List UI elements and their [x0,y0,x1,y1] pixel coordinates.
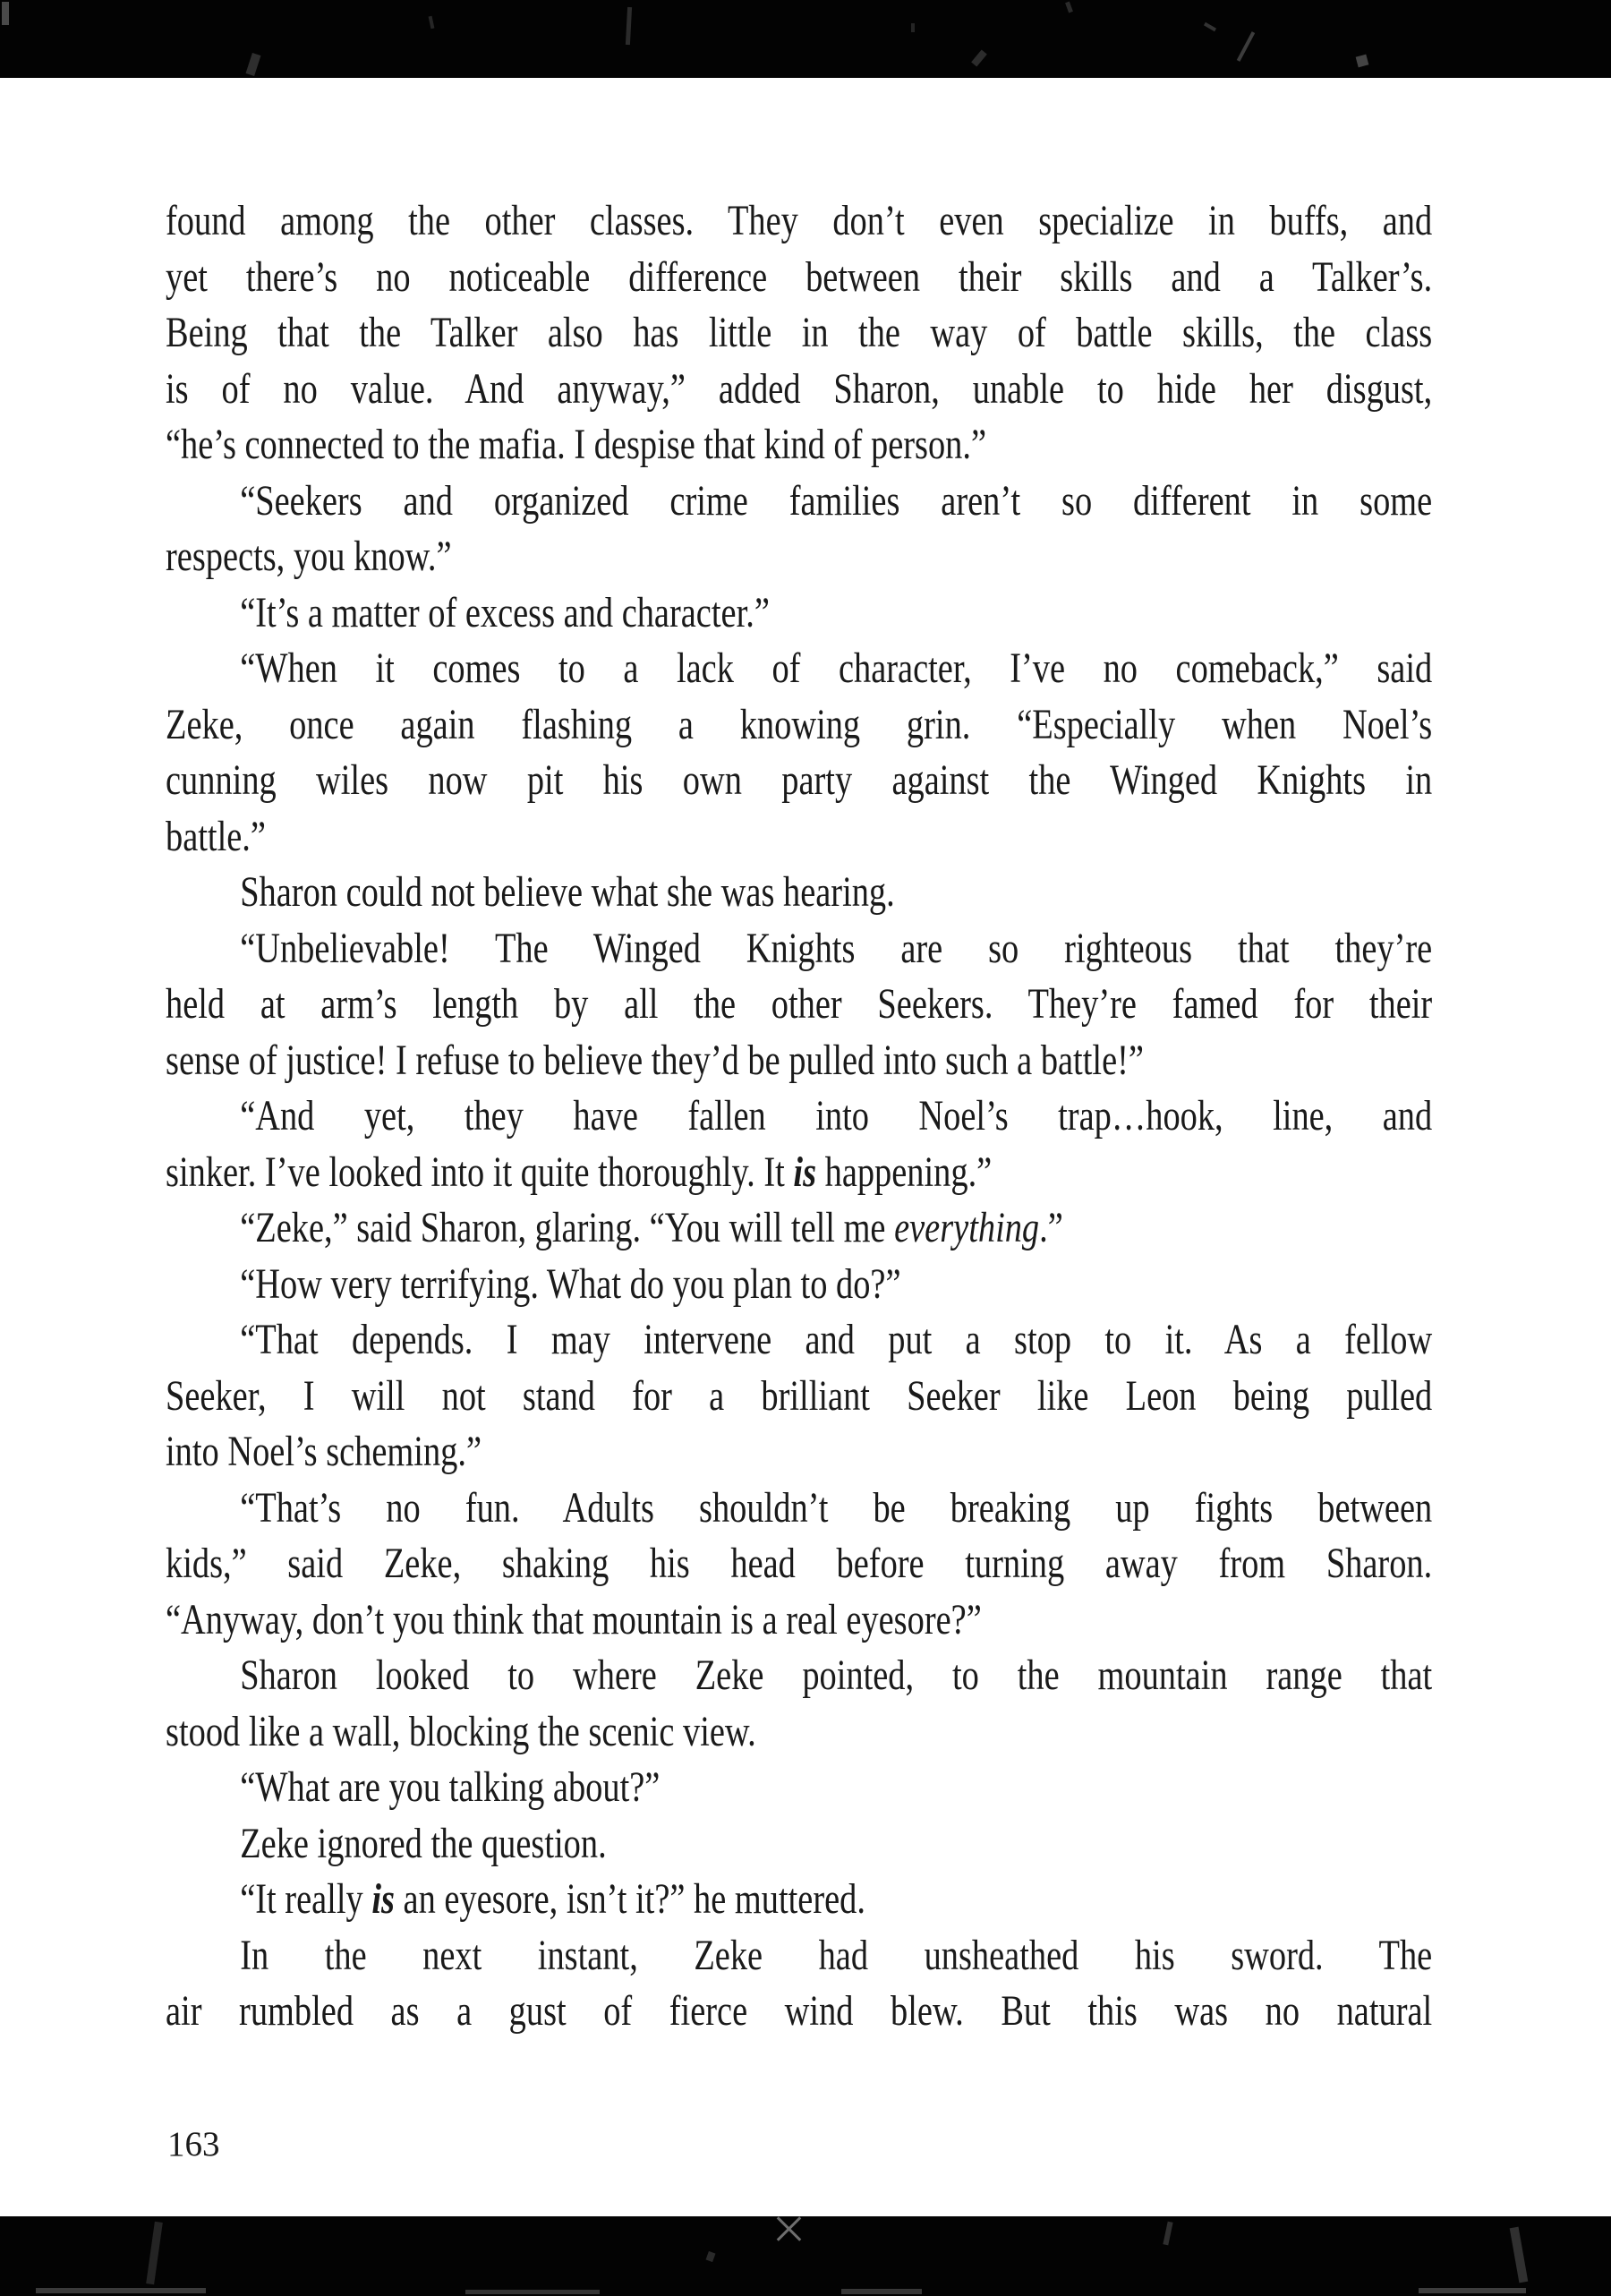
scratch [246,53,261,76]
text-line [166,1872,1432,1928]
text-run: “Anyway, don’t you think that mountain is a real eyesore?” [166,1595,982,1643]
text-run: sinker. I’ve looked into it quite thoroughly. It [166,1148,794,1196]
text-line [166,1424,1432,1481]
text-run: “he’s connected to the mafia. I despise that kind of person.” [166,421,987,468]
text-line [166,250,1432,306]
scratch [911,23,915,32]
text-run: an eyesore, isn’t it?” he muttered. [394,1875,865,1923]
text-run: held at arm’s length by all the other Seekers. They’re famed for their [166,980,1433,1028]
scratch [146,2222,163,2285]
text-run: Sharon could not believe what she was hearing. [240,868,895,916]
scratch [2,2,9,25]
text-run: kids,” said Zeke, shaking his head before turning away from Sharon. [166,1540,1433,1587]
text-line [166,1088,1432,1145]
text-line [166,809,1432,866]
text-line [166,417,1432,474]
text-line [166,865,1432,921]
text-line [166,1369,1432,1425]
text-run: “That depends. I may intervene and put a stop to it. As a fellow [240,1316,1433,1363]
text-run: Being that the Talker also has little in the way of battle skills, the class [166,309,1433,356]
text-run: Sharon looked to where Zeke pointed, to the mountain range that [240,1652,1433,1699]
text-run: respects, you know.” [166,533,452,580]
text-line [166,305,1432,362]
text-run: is of no value. And anyway,” added Sharon, unable to hide her disgust, [166,364,1433,413]
text-line [166,585,1432,642]
scan-border-top [0,0,1611,78]
text-run: “And yet, they have fallen into Noel’s trap…hook, line, and [240,1092,1433,1139]
emphasis-bold-italic: is [793,1148,817,1196]
text-line [166,1816,1432,1873]
scratch [971,50,987,67]
text-line [166,1648,1432,1704]
scratch [841,2289,922,2294]
text-run: “Unbelievable! The Winged Knights are so righteous that they’re [240,924,1433,972]
text-line [166,1704,1432,1761]
text-line [166,529,1432,585]
text-line [166,193,1432,250]
text-run: “What are you talking about?” [240,1763,661,1811]
scan-border-bottom [0,2216,1611,2296]
page-number: 163 [167,2125,220,2164]
text-line [166,1200,1432,1257]
text-run: .” [1039,1204,1063,1251]
text-line [166,1592,1432,1649]
text-line [166,977,1432,1033]
text-line [166,1928,1432,1984]
text-run: into Noel’s scheming.” [166,1428,482,1475]
text-run: yet there’s no noticeable difference between their skills and a Talker’s. [166,252,1433,301]
text-run: In the next instant, Zeke had unsheathed his sword. The [240,1931,1433,1979]
text-line [166,1033,1432,1089]
emphasis-italic: everything [894,1204,1040,1251]
text-run: happening.” [816,1148,993,1196]
scratch [429,16,435,30]
text-line [166,1481,1432,1537]
text-line [166,362,1432,418]
text-run: “It’s a matter of excess and character.” [240,588,770,636]
scratch [1356,55,1369,68]
text-run: Zeke ignored the question. [240,1819,607,1867]
text-line [166,474,1432,530]
text-line [166,1984,1432,2040]
text-run: battle.” [166,812,266,860]
text-run: Zeke, once again flashing a knowing grin. “Especially when Noel’s [166,700,1433,748]
page-text [166,193,1432,2040]
emphasis-bold-italic: is [371,1875,395,1923]
text-run: Seeker, I will not stand for a brilliant Seeker like Leon being pulled [166,1371,1433,1420]
text-line [166,1257,1432,1313]
scratch [706,2251,716,2262]
text-run: sense of justice! I refuse to believe they’d be pulled into such a battle!” [166,1036,1144,1084]
text-run: “Zeke,” said Sharon, glaring. “You will tell me [240,1204,895,1251]
scratch [1510,2227,1529,2283]
text-run: stood like a wall, blocking the scenic view. [166,1707,756,1755]
scratch [465,2290,600,2294]
text-run: “Seekers and organized crime families aren’t so different in some [240,476,1433,525]
text-line [166,753,1432,809]
text-line [166,1760,1432,1816]
text-run: found among the other classes. They don’t even specialize in buffs, and [166,197,1433,244]
text-line [166,1536,1432,1592]
text-run: “When it comes to a lack of character, I’ve no comeback,” said [240,644,1433,692]
scratch [626,7,632,45]
text-run: “How very terrifying. What do you plan to do?” [240,1259,901,1308]
scratch [1419,2288,1526,2293]
scratch [1163,2222,1172,2246]
scratch [36,2288,206,2293]
text-line [166,921,1432,977]
text-line [166,697,1432,754]
text-run: cunning wiles now pit his own party against the Winged Knights in [166,756,1433,804]
text-run: air rumbled as a gust of fierce wind blew. But this was no natural [166,1987,1433,2035]
scratch [1065,2,1073,13]
text-line [166,1145,1432,1201]
text-line [166,641,1432,697]
scratch [1237,31,1255,62]
text-run: “That’s no fun. Adults shouldn’t be breaking up fights between [240,1483,1433,1532]
text-line [166,1312,1432,1369]
text-run: “It really [240,1875,372,1923]
scratch [1204,22,1216,31]
